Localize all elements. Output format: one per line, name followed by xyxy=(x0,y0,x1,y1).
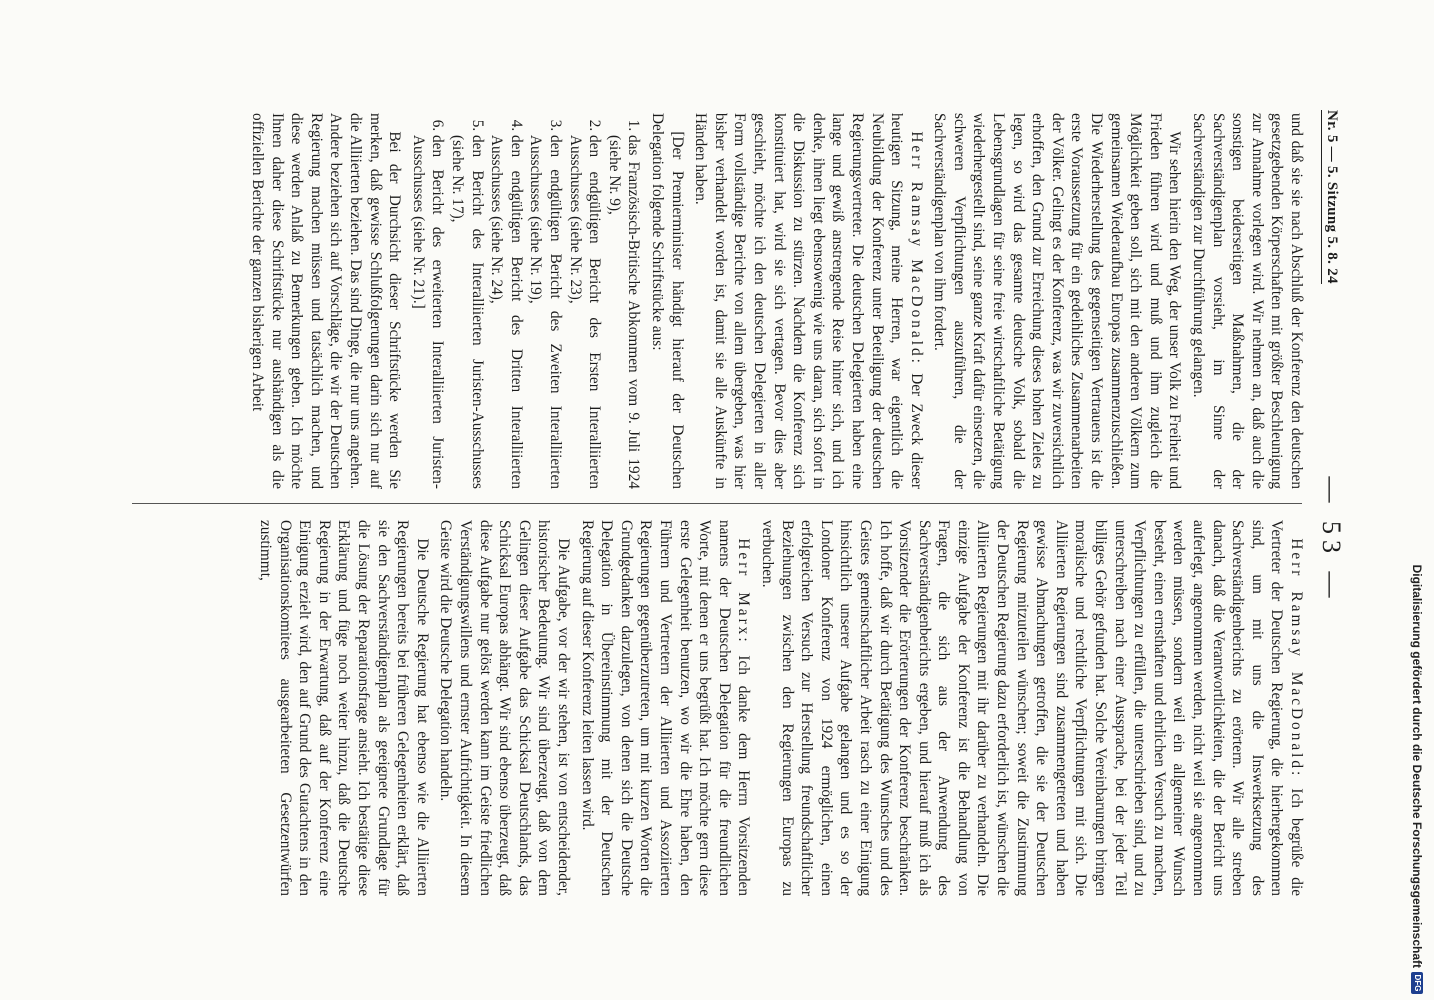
paragraph: Wir sehen hierin den Weg, der unser Volk zu Freiheit und Frieden führen wird und muß und ihm zugleich die Möglichkeit geben soll, sich mit den anderen Völkern zum gemeinsamen Wiederaufbau Europas zusammenzuschließen. Die Wiederherstellung des gegenseitigen Vertrauens ist die erste Voraussetzung für ein gedeihliches Zusammenarbeiten der Völker. Gelingt es der Konferenz, was wir zuversichtlich erhoffen, den Grund zur Erreichung dieses hohen Zieles zu legen, so wird das gesamte deutsche Volk, sobald die Lebensgrundlagen für seine freie wirtschaftliche Betätigung wiederhergestellt sind, seine ganze Kraft dafür einsetzen, die schweren Verpflichtungen auszuführen, die der Sachverständigenplan von ihm fordert. xyxy=(931,113,1184,489)
column-divider xyxy=(132,503,1302,504)
list-item: 3. den endgültigen Bericht des Zweiten Interalliierten Ausschusses (siehe Nr. 19), xyxy=(526,135,565,489)
document-list xyxy=(408,113,643,489)
paragraph: [Der Premierminister händigt hierauf der Deutschen Delegation folgende Schriftstücke aus: xyxy=(649,113,686,489)
list-item: 6. den Bericht des erweiterten Interalliierten Juristen-Ausschusses (siehe Nr. 21).] xyxy=(408,135,447,489)
paragraph: Bei der Durchsicht dieser Schriftstücke werden Sie merken, daß gewisse Schlußfolgerungen darin sich nur auf die Alliierten beziehen. Das sind Dinge, die nur uns angehen. Andere beziehen sich auf Vorschläge, die wir der Deutschen Regierung machen müssen und tatsächlich machen, und diese werden Anlaß zu Bemerkungen geben. Ich möchte Ihnen daher diese Schriftstücke nur aushändigen als die offiziellen Berichte der ganzen bisherigen Arbeit xyxy=(249,113,404,489)
left-column xyxy=(126,113,1306,489)
speech-text: Ich danke dem Herrn Vorsitzenden namens der Deutschen Delegation für die freundlichen Worte, mit denen er uns begrüßt hat. Ich möchte gern diese erste Gelegenheit benutzen, wo wir die Ehre haben, den Führern und Vertretern der Alliierten und Assoziierten Regierungen gegenüberzutreten, um mit kurzen Worten die Grundgedanken darzulegen, von denen sich die Deutsche Delegation in Übereinstimmung mit der Deutschen Regierung auf dieser Konferenz leiten lassen wird. xyxy=(578,520,753,896)
paragraph xyxy=(691,113,926,489)
list-item: 5. den Bericht des Interalliierten Juristen-Ausschusses (siehe Nr. 17), xyxy=(447,135,486,489)
credit-line xyxy=(1410,565,1424,994)
paragraph: und daß sie sie nach Abschluß der Konferenz den deutschen gesetzgebenden Körperschaften mit größter Beschleunigung zur Annahme vorlegen wird. Wir nehmen an, daß auch die sonstigen beiderseitigen Maßnahmen, die der Sachverständigenplan vorsieht, im Sinne der Sachverständigen zur Durchführung gelangen. xyxy=(1190,113,1305,489)
list-item: 2. den endgültigen Bericht des Ersten Interalliierten Ausschusses (siehe Nr. 23), xyxy=(565,135,604,489)
paragraph: Die Aufgabe, vor der wir stehen, ist von entscheidender, historischer Bedeutung. Wir sind überzeugt, daß von dem Gelingen dieser Aufgabe das Schicksal Deutschlands, das Schicksal Europas abhängt. Wir sind ebenso überzeugt, daß diese Aufgabe nur gelöst werden kann im Geiste friedlichen Verständigungswillens und ernster Aufrichtigkeit. In diesem Geiste wird die Deutsche Delegation handeln. xyxy=(437,520,573,896)
list-item: 1. das Französisch-Britische Abkommen vom 9. Juli 1924 (siehe Nr. 9), xyxy=(604,135,643,489)
paragraph xyxy=(757,520,1306,896)
speech-text: Der Zweck dieser heutigen Sitzung, meine Herren, war eigentlich die Neubildung der Konferenz unter Beteiligung der deutschen Regierungsvertreter. Die deutschen Delegierten haben eine lange und gewiß anstrengende Reise hinter sich, und ich denke, ihnen liegt ebensowenig wie uns daran, sich sofort in die Diskussion zu stürzen. Nachdem die Konferenz sich konstituiert hat, wird sie sich vertagen. Bevor dies aber geschieht, möchte ich den deutschen Delegierten in aller Form vollständige Berichte von allem übergeben, was hier bisher verhandelt worden ist, damit sie alle Auskünfte in Händen haben. xyxy=(692,113,925,489)
right-column xyxy=(126,520,1306,896)
page-number: — 53 — xyxy=(1317,476,1346,604)
dfg-logo-icon: DFG xyxy=(1411,972,1423,994)
running-head: Nr. 5 — 5. Sitzung 5. 8. 24 xyxy=(1321,110,1340,284)
digitization-credit xyxy=(1400,0,1434,1000)
speaker-name: Herr Marx: xyxy=(735,538,753,645)
speaker-name: Herr Ramsay MacDonald: xyxy=(1288,538,1305,779)
paragraph xyxy=(577,520,753,896)
credit-text: Digitalisierung gefördert durch die Deutsche Forschungsgemeinschaft xyxy=(1410,564,1424,968)
list-item: 4. den endgültigen Bericht des Dritten Interalliierten Ausschusses (siehe Nr. 24), xyxy=(487,135,526,489)
speech-text: Ich begrüße die Vertreter der Deutschen Regierung, die hierhergekommen sind, um mit uns die Inswerksetzung des Sachverständigenberichts zu erörtern. Wir alle streben danach, daß die Verantwortlichkeiten, die der Bericht uns auferlegt, angenommen werden, nicht weil sie angenommen werden müssen, sondern weil ein allgemeiner Wunsch besteht, einen ernsthaften und ehrlichen Versuch zu machen, Verpflichtungen zu erfüllen, die unterschrieben sind, und zu unterschreiben nach einer Aussprache, bei der jeder Teil billiges Gehör gefunden hat. Solche Vereinbarungen bringen moralische und rechtliche Verpflichtungen mit sich. Die Alliierten Regierungen sind zusammengetreten und haben gewisse Abmachungen getroffen, die sie der Deutschen Regierung mitzuteilen wünschen; soweit die Zustimmung der Deutschen Regierung dazu erforderlich ist, wünschen die Alliierten Regierungen mit ihr darüber zu verhandeln. Die einzige Aufgabe der Konferenz ist die Behandlung von Fragen, die sich aus der Anwendung des Sachverständigenberichts ergeben, und hierauf muß ich als Vorsitzender die Erörterungen der Konferenz beschränken. Ich hoffe, daß wir durch Betätigung des Wunsches und des Geistes gemeinschaftlicher Arbeit rasch zu einer Einigung hinsichtlich unserer Aufgabe gelangen und es so der Londoner Konferenz von 1924 ermöglichen, einen erfolgreichen Versuch zur Herstellung freundschaftlicher Beziehungen zwischen den Regierungen Europas zu verbuchen. xyxy=(758,520,1305,896)
page-header xyxy=(1312,110,1346,910)
paragraph: Die Deutsche Regierung hat ebenso wie die Alliierten Regierungen bereits bei früheren Gelegenheiten erklärt, daß sie den Sachverständigenplan als geeignete Grundlage für die Lösung der Reparationsfrage ansieht. Ich bestätige diese Erklärung und füge noch weiter hinzu, daß die Deutsche Regierung in der Erwartung, daß auf der Konferenz eine Einigung erzielt wird, den auf Grund des Gutachtens in den Organisationskomitees ausgearbeiteten Gesetzentwürfen zustimmt, xyxy=(257,520,431,896)
speaker-name: Herr Ramsay MacDonald: xyxy=(907,131,925,366)
